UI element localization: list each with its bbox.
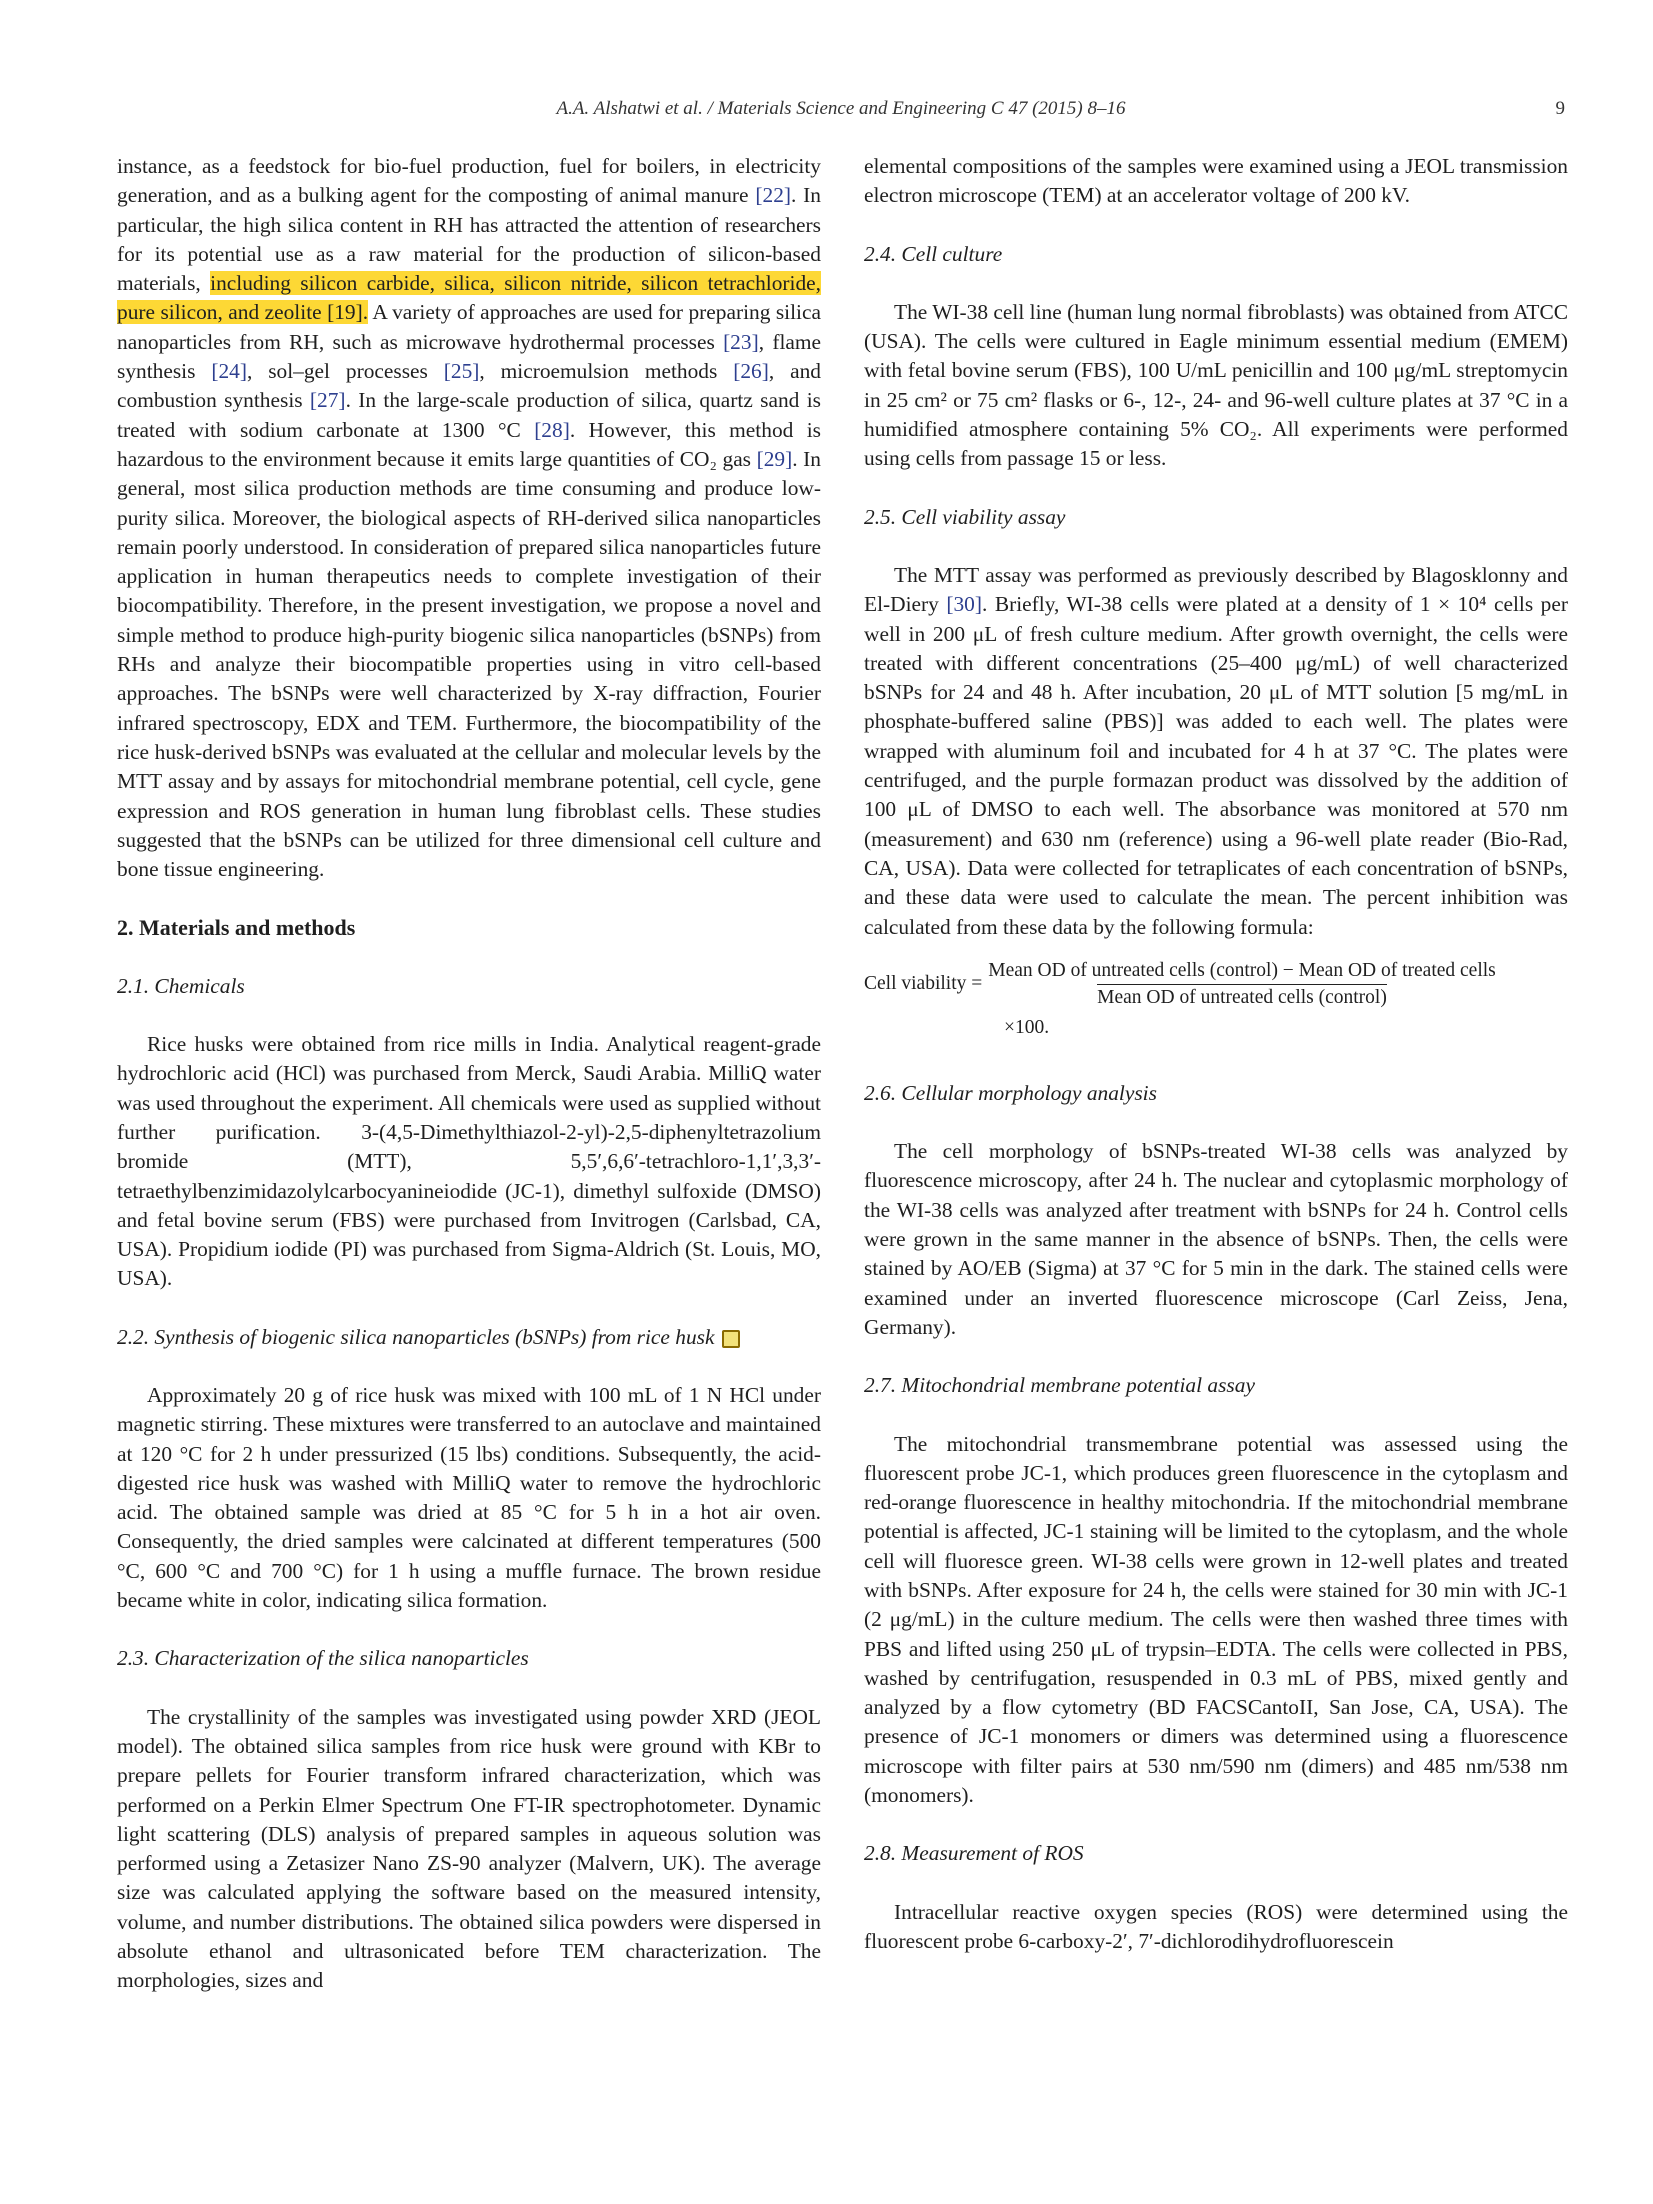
subsection-heading: 2.6. Cellular morphology analysis [864,1080,1157,1105]
equation-lhs: Cell viability = [864,973,983,995]
subsection-heading: 2.3. Characterization of the silica nanoparticles [117,1646,529,1671]
highlighted-text[interactable]: including silicon carbide, silica, silicon nitride, silicon tetrachloride, pure silicon, and zeolite [19]. [117,271,821,325]
subsection-heading: 2.4. Cell culture [864,241,1003,266]
ref-link[interactable]: [22] [755,183,792,208]
tem-paragraph: elemental compositions of the samples were examined using a JEOL transmission electron microscope (TEM) at an accelerator voltage of 200 kV. [864,154,1568,208]
ref-link[interactable]: [26] [733,359,769,384]
viability-paragraph: The MTT assay was performed as previously described by Blagosklonny and El-Diery [30]. Briefly, WI-38 cells were plated at a density of 1 × 10⁴ cells per well in 200 μL of fresh culture medium. After growth overnight, the cells were treated with different concentrations (25–400 μg/mL) of well characterized bSNPs for 24 and 48 h. After incubation, 20 μL of MTT solution [5 mg/mL in phosphate-buffered saline (PBS)] was added to each well. The plates were wrapped with aluminum foil and incubated for 4 h at 37 °C. The plates were centrifuged, and the purple formazan product was dissolved by the addition of 100 μL of DMSO to each well. The absorbance was monitored at 570 nm (measurement) and 630 nm (reference) using a 96-well plate reader (Bio-Rad, CA, USA). Data were collected for tetraplicates of each concentration of bSNPs, and these data were used to calculate the mean. The percent inhibition was calculated from these data by the following formula: [864,562,1568,939]
left-column [117,152,821,1996]
mitochondrial-paragraph: The mitochondrial transmembrane potential was assessed using the fluorescent probe JC-1, which produces green fluorescence in the cytoplasm and red-orange fluorescence in healthy mitochondria. If the mitochondrial membrane potential is affected, JC-1 staining will be limited to the cytoplasm, and the whole cell will fluoresce green. WI-38 cells were grown in 12-well plates and treated with bSNPs. After exposure for 24 h, the cells were stained for 30 min with JC-1 (2 μg/mL) in the culture medium. The cells were then washed three times with PBS and lifted using 250 μL of trypsin–EDTA. The cells were collected in PBS, washed by centrifugation, resuspended in 0.3 mL of PBS, mixed gently and analyzed by a flow cytometry (BD FACSCantoII, San Jose, CA, USA). The presence of JC-1 monomers or dimers was determined using a fluorescence microscope with filter pairs at 530 nm/590 nm (dimers) and 485 nm/538 nm (monomers). [864,1431,1568,1808]
subsection-heading: 2.8. Measurement of ROS [864,1841,1084,1866]
equation-numerator: Mean OD of untreated cells (control) − Mean OD of treated cells [988,959,1496,981]
equation-multiplier: ×100. [1004,1016,1050,1038]
ref-link[interactable]: [30] [946,592,982,617]
cell-culture-paragraph: The WI-38 cell line (human lung normal fibroblasts) was obtained from ATCC (USA). The cells were cultured in Eagle minimum essential medium (EMEM) with fetal bovine serum (FBS), 100 U/mL penicillin and 100 μg/mL streptomycin in 25 cm² or 75 cm² flasks or 6-, 12-, 24- and 96-well culture plates at 37 °C in a humidified atmosphere containing 5% CO₂. All experiments were performed using cells from passage 15 or less. [864,299,1568,471]
intro-paragraph: instance, as a feedstock for bio-fuel production, fuel for boilers, in electricity generation, and as a bulking agent for the composting of animal manure [22]. In particular, the high silica content in RH has attracted the attention of researchers for its potential use as a raw material for the production of silicon-based materials, including silicon carbide, silica, silicon nitride, silicon tetrachloride, pure silicon, and zeolite [19]. A variety of approaches are used for preparing silica nanoparticles from RH, such as microwave hydrothermal processes [23], flame synthesis [24], sol–gel processes [25], microemulsion methods [26], and combustion synthesis [27]. In the large-scale production of silica, quartz sand is treated with sodium carbonate at 1300 °C [28]. However, this method is hazardous to the environment because it emits large quantities of CO₂ gas [29]. In general, most silica production methods are time consuming and produce low-purity silica. Moreover, the biological aspects of RH-derived silica nanoparticles remain poorly understood. In consideration of prepared silica nanoparticles future application in human therapeutics needs to complete investigation of their biocompatibility. Therefore, in the present investigation, we propose a novel and simple method to produce high-purity biogenic silica nanoparticles (bSNPs) from RHs and analyze their biocompatible properties using in vitro cell-based approaches. The bSNPs were well characterized by X-ray diffraction, Fourier infrared spectroscopy, EDX and TEM. Furthermore, the biocompatibility of the rice husk-derived bSNPs was evaluated at the cellular and molecular levels by the MTT assay and by assays for mitochondrial membrane potential, cell cycle, gene expression and ROS generation in human lung fibroblast cells. These studies suggested that the bSNPs can be utilized for three dimensional cell culture and bone tissue engineering. [117,154,822,882]
section-heading: 2. Materials and methods [117,915,356,941]
right-column [864,152,1568,1956]
equation-fraction [988,960,1496,1009]
running-header [117,98,1565,128]
subsection-heading: 2.7. Mitochondrial membrane potential assay [864,1373,1255,1398]
characterization-paragraph: The crystallinity of the samples was investigated using powder XRD (JEOL model). The obtained silica samples from rice husk were ground with KBr to prepare pellets for Fourier transform infrared characterization, which was performed on a Perkin Elmer Spectrum One FT-IR spectrophotometer. Dynamic light scattering (DLS) analysis of prepared samples in aqueous solution was performed using a Zetasizer Nano ZS-90 analyzer (Malvern, UK). The average size was calculated applying the software based on the measured intensity, volume, and number distributions. The obtained silica powders were dispersed in absolute ethanol and ultrasonicated before TEM characterization. The morphologies, sizes and [117,1704,821,1993]
ref-link[interactable]: [27] [309,388,346,413]
subsection-heading: 2.5. Cell viability assay [864,504,1066,529]
equation-denominator: Mean OD of untreated cells (control) [1097,984,1387,1009]
synthesis-paragraph: Approximately 20 g of rice husk was mixed with 100 mL of 1 N HCl under magnetic stirring. These mixtures were transferred to an autoclave and maintained at 120 °C for 2 h under pressurized (15 lbs) conditions. Subsequently, the acid-digested rice husk was washed with MilliQ water to remove the hydrochloric acid. The obtained sample was dried at 85 °C for 5 h in a hot air oven. Consequently, the dried samples were calcinated at different temperatures (500 °C, 600 °C and 700 °C) for 1 h using a muffle furnace. The brown residue became white in color, indicating silica formation. [117,1382,821,1613]
ref-link[interactable]: [29] [756,446,793,471]
ros-paragraph: Intracellular reactive oxygen species (ROS) were determined using the fluorescent probe 6-carboxy-2′, 7′-dichlorodihydrofluorescein [864,1899,1568,1953]
ref-link[interactable]: [25] [443,359,480,384]
ref-link[interactable]: [28] [534,417,570,442]
morphology-paragraph: The cell morphology of bSNPs-treated WI-38 cells was analyzed by fluorescence microscopy, after 24 h. The nuclear and cytoplasmic morphology of the WI-38 cells was analyzed after treatment with bSNPs for 24 h. Control cells were grown in the same manner in the absence of bSNPs. Then, the cells were stained by AO/EB (Sigma) at 37 °C for 5 min in the dark. The stained cells were examined under an inverted fluorescence microscope (Carl Zeiss, Jena, Germany). [864,1139,1568,1339]
viability-equation [864,960,1568,1009]
ref-link[interactable]: [23] [723,329,759,354]
ref-link[interactable]: [24] [211,359,247,384]
subsection-heading: 2.2. Synthesis of biogenic silica nanoparticles (bSNPs) from rice husk [117,1323,821,1352]
chemicals-paragraph: Rice husks were obtained from rice mills in India. Analytical reagent-grade hydrochloric acid (HCl) was purchased from Merck, Saudi Arabia. MilliQ water was used throughout the experiment. All chemicals were used as supplied without further purification. 3-(4,5-Dimethylthiazol-2-yl)-2,5-diphenyltetrazolium bromide (MTT), 5,5′,6,6′-tetrachloro-1,1′,3,3′-tetraethylbenzimidazolylcarbocyanineiodide (JC-1), dimethyl sulfoxide (DMSO) and fetal bovine serum (FBS) were purchased from Invitrogen (Carlsbad, CA, USA). Propidium iodide (PI) was purchased from Sigma-Aldrich (St. Louis, MO, USA). [117,1032,821,1291]
subsection-heading: 2.1. Chemicals [117,973,245,998]
page-number: 9 [1555,98,1565,119]
annotation-icon[interactable] [722,1330,740,1348]
journal-citation: A.A. Alshatwi et al. / Materials Science and Engineering C 47 (2015) 8–16 [556,98,1126,119]
